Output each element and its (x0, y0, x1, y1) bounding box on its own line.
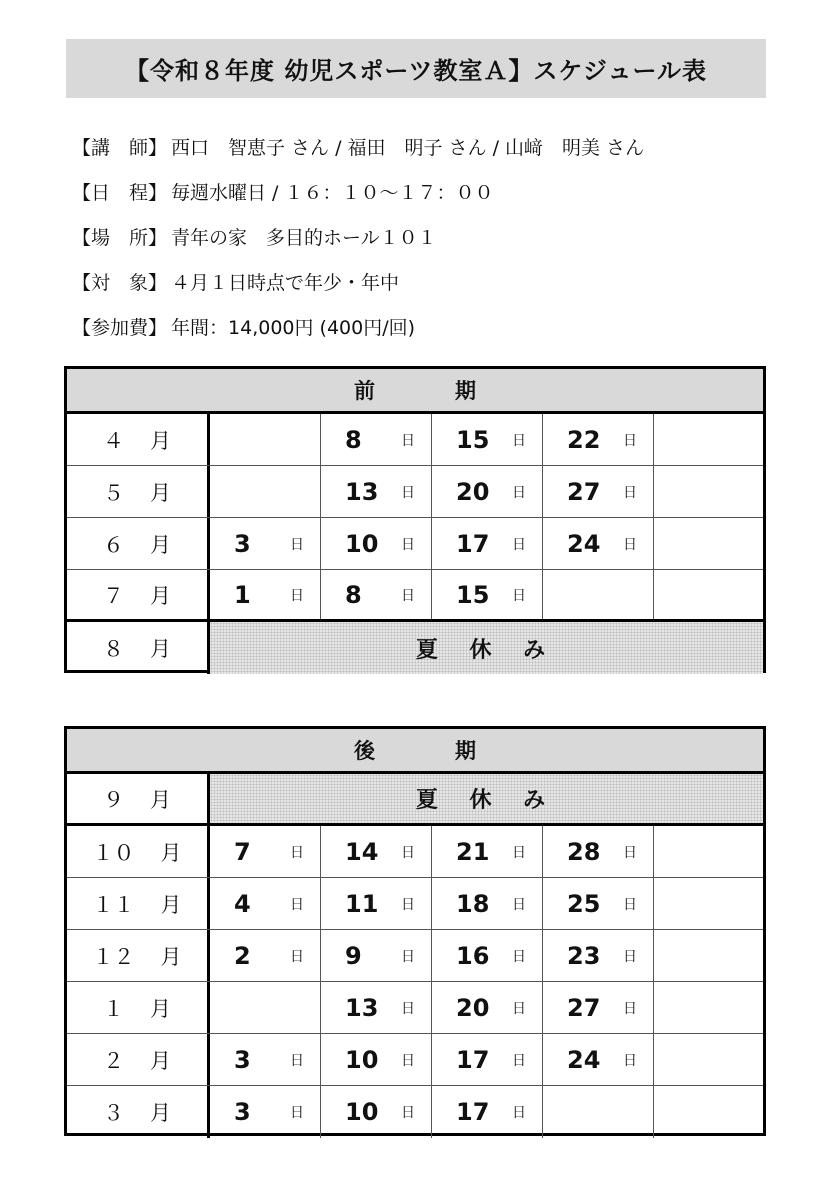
date-cell (654, 1086, 763, 1138)
info-value: 青年の家 多目的ホール１０１ (171, 227, 437, 249)
date-cell (321, 1086, 432, 1138)
day-unit: 日 (401, 536, 415, 553)
date-cell (654, 518, 763, 569)
month-number: ６ (103, 532, 124, 557)
date-cell (432, 1034, 543, 1085)
month-cell (67, 878, 210, 929)
date-number: 9 (345, 941, 362, 970)
day-unit: 日 (512, 948, 526, 965)
date-number: 10 (345, 1045, 379, 1074)
date-cell (210, 982, 321, 1033)
month-number: ９ (103, 787, 124, 812)
day-unit: 日 (290, 1105, 304, 1121)
date-number: 7 (234, 837, 251, 866)
second-half-rows (67, 774, 763, 1138)
month-unit: 月 (150, 1048, 171, 1073)
info-row-fee (72, 304, 792, 349)
date-number: 27 (567, 993, 601, 1022)
date-number: 24 (567, 529, 601, 558)
month-unit: 月 (160, 944, 182, 969)
month-number: ４ (103, 428, 124, 453)
month-number: １２ (92, 944, 135, 969)
date-cell (654, 982, 763, 1033)
month-number: ８ (103, 637, 124, 661)
info-value: 西口 智恵子 さん / 福田 明子 さん / 山﨑 明美 さん (171, 137, 645, 159)
date-number: 10 (345, 529, 379, 558)
day-unit: 日 (512, 536, 526, 553)
date-cell (432, 930, 543, 981)
schedule-row (67, 982, 763, 1034)
info-row-schedule (72, 169, 792, 214)
day-unit: 日 (512, 1105, 526, 1121)
date-cell (543, 518, 654, 569)
month-number: ２ (103, 1048, 124, 1073)
day-unit: 日 (290, 587, 304, 604)
month-unit: 月 (150, 1101, 171, 1125)
date-cell (543, 878, 654, 929)
day-unit: 日 (401, 1000, 415, 1017)
info-value: 年間：14,000円 (400円/回) (171, 317, 416, 339)
month-cell (67, 570, 210, 619)
date-number: 20 (456, 477, 490, 506)
month-number: １０ (92, 840, 135, 865)
date-cell (543, 826, 654, 877)
date-number: 13 (345, 993, 379, 1022)
date-number: 11 (345, 889, 379, 918)
date-number: 1 (234, 580, 251, 609)
day-unit: 日 (623, 432, 637, 449)
date-cell (321, 826, 432, 877)
date-cell (321, 878, 432, 929)
month-cell (67, 466, 210, 517)
first-half-heading (67, 369, 763, 414)
month-cell (67, 622, 210, 674)
day-unit: 日 (623, 1052, 637, 1069)
date-number: 3 (234, 529, 251, 558)
date-cell (543, 1034, 654, 1085)
schedule-row (67, 1034, 763, 1086)
date-cell (432, 466, 543, 517)
date-cell (543, 570, 654, 619)
date-cell (654, 826, 763, 877)
month-unit: 月 (150, 787, 171, 812)
date-number: 13 (345, 477, 379, 506)
info-value: 毎週水曜日 / １６：１０～１７：００ (171, 182, 494, 204)
schedule-row (67, 518, 763, 570)
day-unit: 日 (290, 896, 304, 913)
day-unit: 日 (512, 896, 526, 913)
date-cell (654, 414, 763, 465)
date-cell (543, 982, 654, 1033)
date-number: 18 (456, 889, 490, 918)
date-cell (654, 466, 763, 517)
day-unit: 日 (290, 1052, 304, 1069)
month-cell (67, 930, 210, 981)
second-half-heading (67, 729, 763, 774)
schedule-row (67, 826, 763, 878)
date-number: 14 (345, 837, 379, 866)
summer-holiday-cell: 夏 休 み (210, 622, 763, 674)
info-label: 【対 象】 (72, 272, 168, 294)
first-half-schedule-table (64, 366, 766, 673)
date-cell (210, 414, 321, 465)
date-cell (432, 1086, 543, 1138)
date-cell (654, 1034, 763, 1085)
month-cell (67, 414, 210, 465)
date-cell (432, 570, 543, 619)
day-unit: 日 (401, 484, 415, 501)
date-number: 16 (456, 941, 490, 970)
date-cell (210, 930, 321, 981)
month-unit: 月 (150, 532, 171, 557)
day-unit: 日 (512, 587, 526, 604)
month-unit: 月 (150, 480, 171, 505)
date-number: 3 (234, 1098, 251, 1126)
date-number: 22 (567, 425, 601, 454)
date-cell (654, 930, 763, 981)
day-unit: 日 (623, 844, 637, 861)
first-half-rows (67, 414, 763, 674)
date-number: 27 (567, 477, 601, 506)
date-cell (432, 878, 543, 929)
heading-left: 前 (354, 379, 375, 403)
month-number: ５ (103, 480, 124, 505)
date-cell (210, 518, 321, 569)
day-unit: 日 (623, 948, 637, 965)
date-cell (432, 982, 543, 1033)
date-cell (432, 414, 543, 465)
month-cell (67, 1034, 210, 1085)
day-unit: 日 (401, 844, 415, 861)
date-cell (321, 466, 432, 517)
schedule-row (67, 930, 763, 982)
day-unit: 日 (623, 484, 637, 501)
day-unit: 日 (290, 948, 304, 965)
date-number: 15 (456, 580, 490, 609)
second-half-schedule-table (64, 726, 766, 1136)
month-cell (67, 1086, 210, 1138)
day-unit: 日 (401, 948, 415, 965)
day-unit: 日 (290, 844, 304, 861)
heading-left: 後 (354, 739, 375, 763)
month-unit: 月 (160, 840, 182, 865)
date-number: 20 (456, 993, 490, 1022)
summer-holiday-cell: 夏 休 み (210, 774, 763, 823)
date-cell (210, 826, 321, 877)
schedule-row (67, 622, 763, 674)
day-unit: 日 (401, 1052, 415, 1069)
day-unit: 日 (623, 1000, 637, 1017)
schedule-row (67, 878, 763, 930)
date-cell (543, 466, 654, 517)
day-unit: 日 (401, 896, 415, 913)
schedule-row (67, 1086, 763, 1138)
month-number: １１ (92, 892, 135, 917)
date-number: 17 (456, 1098, 490, 1126)
info-label: 【参加費】 (72, 317, 168, 339)
date-cell (432, 826, 543, 877)
day-unit: 日 (401, 432, 415, 449)
info-row-place (72, 214, 792, 259)
date-cell (321, 930, 432, 981)
month-number: ７ (103, 583, 124, 608)
date-number: 15 (456, 425, 490, 454)
date-cell (432, 518, 543, 569)
date-number: 21 (456, 837, 490, 866)
month-cell (67, 518, 210, 569)
date-number: 10 (345, 1098, 379, 1126)
day-unit: 日 (623, 536, 637, 553)
page-title: 【令和８年度 幼児スポーツ教室Ａ】スケジュール表 (66, 39, 766, 98)
date-number: 2 (234, 941, 251, 970)
month-unit: 月 (150, 637, 171, 661)
info-value: ４月１日時点で年少・年中 (171, 272, 400, 294)
date-cell (654, 570, 763, 619)
date-cell (210, 570, 321, 619)
month-cell (67, 826, 210, 877)
date-cell (210, 878, 321, 929)
date-cell (210, 1034, 321, 1085)
info-row-target (72, 259, 792, 304)
info-label: 【講 師】 (72, 137, 168, 159)
info-section (72, 124, 792, 349)
month-unit: 月 (150, 583, 171, 608)
month-unit: 月 (150, 428, 171, 453)
date-cell (321, 1034, 432, 1085)
date-number: 24 (567, 1045, 601, 1074)
date-cell (543, 414, 654, 465)
month-number: １ (103, 996, 124, 1021)
day-unit: 日 (401, 587, 415, 604)
day-unit: 日 (512, 1052, 526, 1069)
date-number: 4 (234, 889, 251, 918)
date-number: 17 (456, 529, 490, 558)
date-cell (321, 982, 432, 1033)
month-unit: 月 (150, 996, 171, 1021)
date-number: 3 (234, 1045, 251, 1074)
day-unit: 日 (290, 536, 304, 553)
date-number: 25 (567, 889, 601, 918)
date-cell (321, 518, 432, 569)
date-cell (543, 1086, 654, 1138)
info-label: 【場 所】 (72, 227, 168, 249)
day-unit: 日 (512, 1000, 526, 1017)
schedule-row (67, 466, 763, 518)
date-cell (321, 414, 432, 465)
date-number: 8 (345, 425, 362, 454)
date-number: 23 (567, 941, 601, 970)
date-number: 28 (567, 837, 601, 866)
heading-right: 期 (455, 739, 476, 763)
day-unit: 日 (623, 896, 637, 913)
schedule-row (67, 774, 763, 826)
date-cell (543, 930, 654, 981)
date-cell (210, 466, 321, 517)
info-row-instructors (72, 124, 792, 169)
schedule-row (67, 570, 763, 622)
heading-right: 期 (455, 379, 476, 403)
date-number: 17 (456, 1045, 490, 1074)
day-unit: 日 (512, 484, 526, 501)
date-cell (654, 878, 763, 929)
day-unit: 日 (512, 432, 526, 449)
info-label: 【日 程】 (72, 182, 168, 204)
date-cell (321, 570, 432, 619)
day-unit: 日 (401, 1105, 415, 1121)
schedule-row (67, 414, 763, 466)
date-cell (210, 1086, 321, 1138)
date-number: 8 (345, 580, 362, 609)
month-unit: 月 (160, 892, 182, 917)
month-number: ３ (103, 1101, 124, 1125)
day-unit: 日 (512, 844, 526, 861)
month-cell (67, 774, 210, 823)
month-cell (67, 982, 210, 1033)
